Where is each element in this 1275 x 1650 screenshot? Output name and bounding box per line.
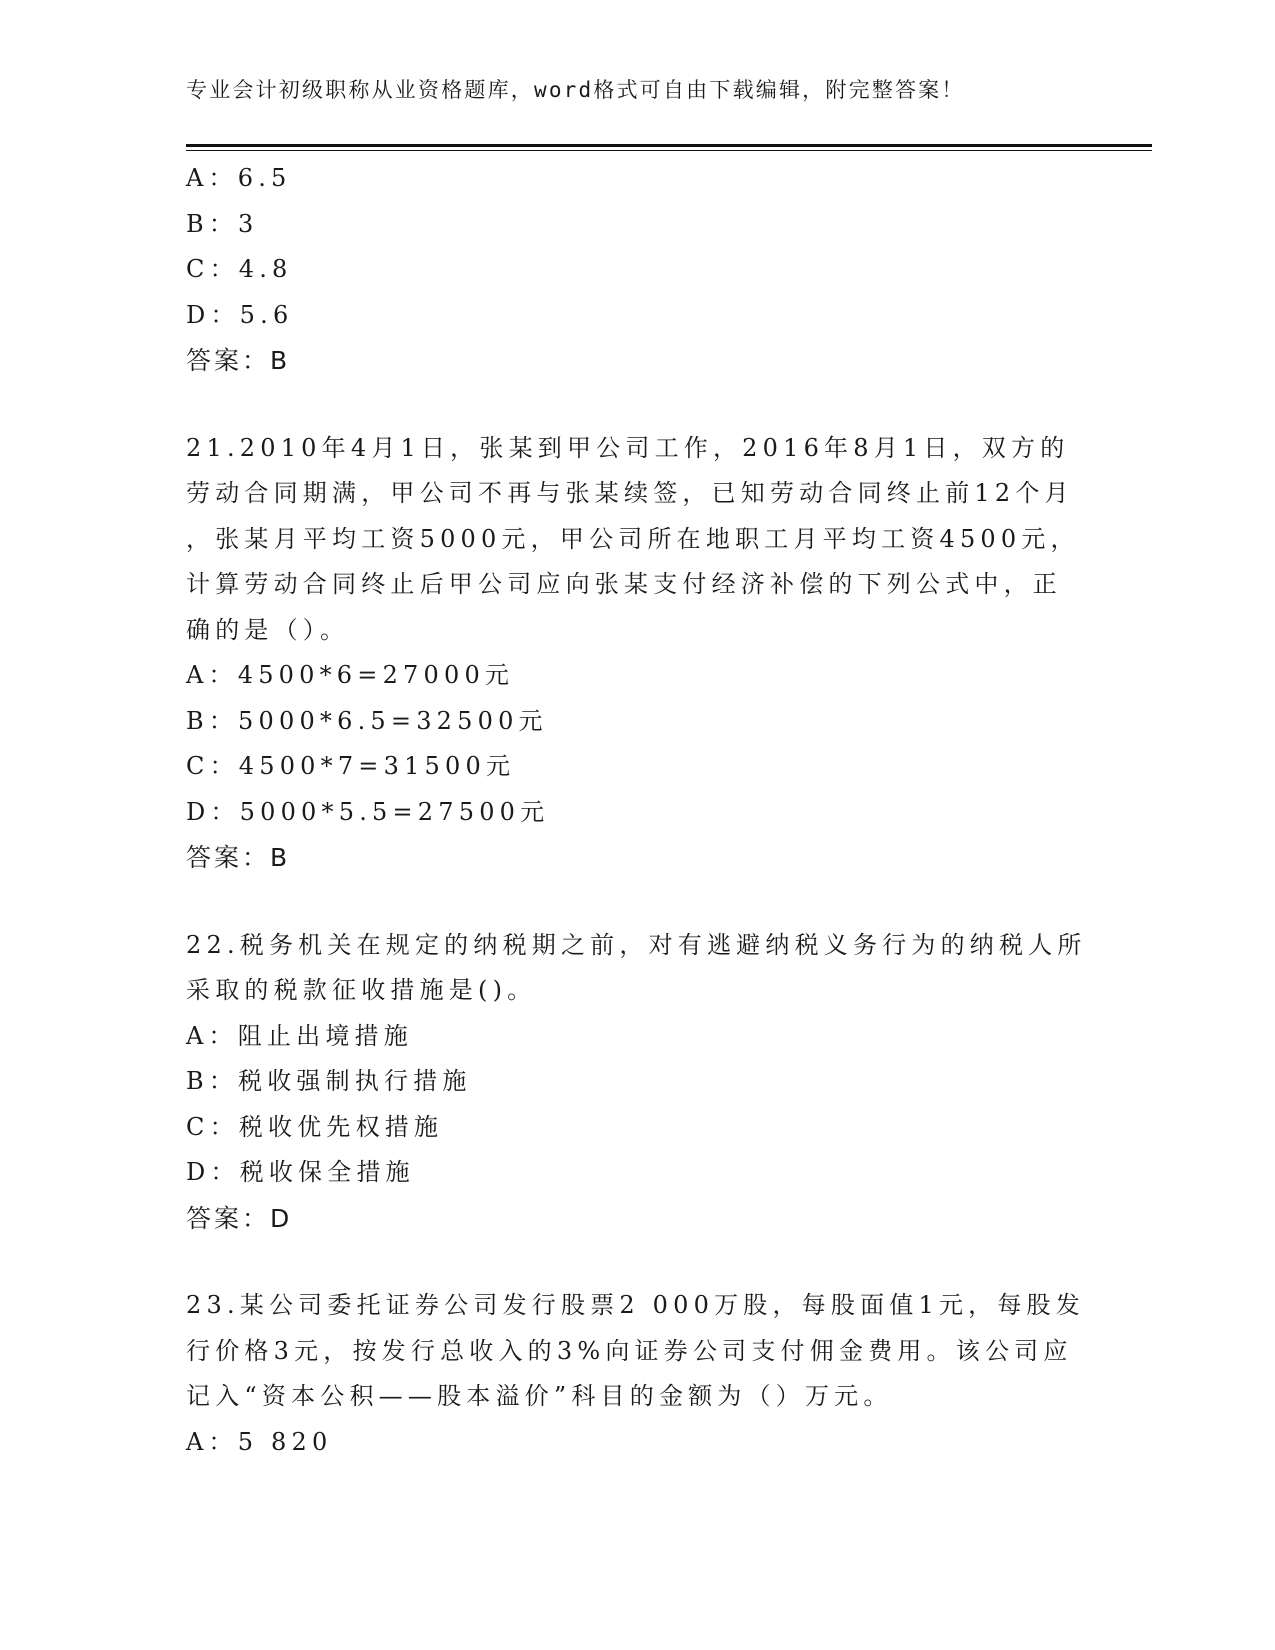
q21-stem-line-4: 计算劳动合同终止后甲公司应向张某支付经济补偿的下列公式中，正 — [186, 570, 1062, 598]
header-rule-thin — [186, 150, 1152, 151]
question-23-block — [186, 1283, 1086, 1465]
q23-stem-line-3: 记入“资本公积——股本溢价”科目的金额为（）万元。 — [186, 1382, 893, 1410]
q23-stem-line-2: 行价格3元，按发行总收入的3%向证券公司支付佣金费用。该公司应 — [186, 1336, 1073, 1365]
document-body — [186, 156, 1086, 1465]
spacer — [186, 384, 1086, 426]
question-20-block — [186, 156, 1086, 384]
q21-stem-line-5: 确的是（）。 — [186, 615, 350, 644]
page-header: 专业会计初级职称从业资格题库，word格式可自由下载编辑，附完整答案！ — [186, 78, 965, 102]
spacer — [186, 881, 1086, 923]
q21-option-c: C：4500*7=31500元 — [186, 752, 516, 780]
header-rule-thick — [186, 144, 1152, 147]
q21-stem-line-2: 劳动合同期满，甲公司不再与张某续签，已知劳动合同终止前12个月 — [186, 479, 1074, 507]
q21-answer: 答案：B — [186, 843, 291, 872]
spacer — [186, 1241, 1086, 1283]
q20-option-a: A：6.5 — [186, 164, 292, 192]
q23-option-a: A：5 820 — [186, 1427, 333, 1456]
q22-option-c: C：税收优先权措施 — [186, 1112, 444, 1141]
q20-option-b: B：3 — [186, 209, 259, 238]
q23-stem-line-1: 23.某公司委托证券公司发行股票2 000万股，每股面值1元，每股发 — [186, 1291, 1085, 1319]
q22-stem-line-2: 采取的税款征收措施是()。 — [186, 976, 537, 1004]
q22-option-a: A：阻止出境措施 — [186, 1021, 413, 1050]
q20-option-d: D：5.6 — [186, 300, 294, 329]
q22-option-d: D：税收保全措施 — [186, 1158, 415, 1186]
q21-option-d: D：5000*5.5=27500元 — [186, 797, 550, 826]
question-21-block — [186, 426, 1086, 881]
q21-stem-line-1: 21.2010年4月1日，张某到甲公司工作，2016年8月1日，双方的 — [186, 433, 1070, 462]
q21-option-a: A：4500*6=27000元 — [186, 661, 515, 689]
q22-answer: 答案：D — [186, 1203, 293, 1233]
question-22-block — [186, 923, 1086, 1242]
q20-answer: 答案：B — [186, 346, 291, 375]
q22-option-b: B：税收强制执行措施 — [186, 1067, 472, 1095]
q22-stem-line-1: 22.税务机关在规定的纳税期之前，对有逃避纳税义务行为的纳税人所 — [186, 930, 1087, 959]
q20-option-c: C：4.8 — [186, 255, 293, 283]
q21-stem-line-3: ，张某月平均工资5000元，甲公司所在地职工月平均工资4500元， — [186, 524, 1080, 553]
q21-option-b: B：5000*6.5=32500元 — [186, 706, 548, 735]
